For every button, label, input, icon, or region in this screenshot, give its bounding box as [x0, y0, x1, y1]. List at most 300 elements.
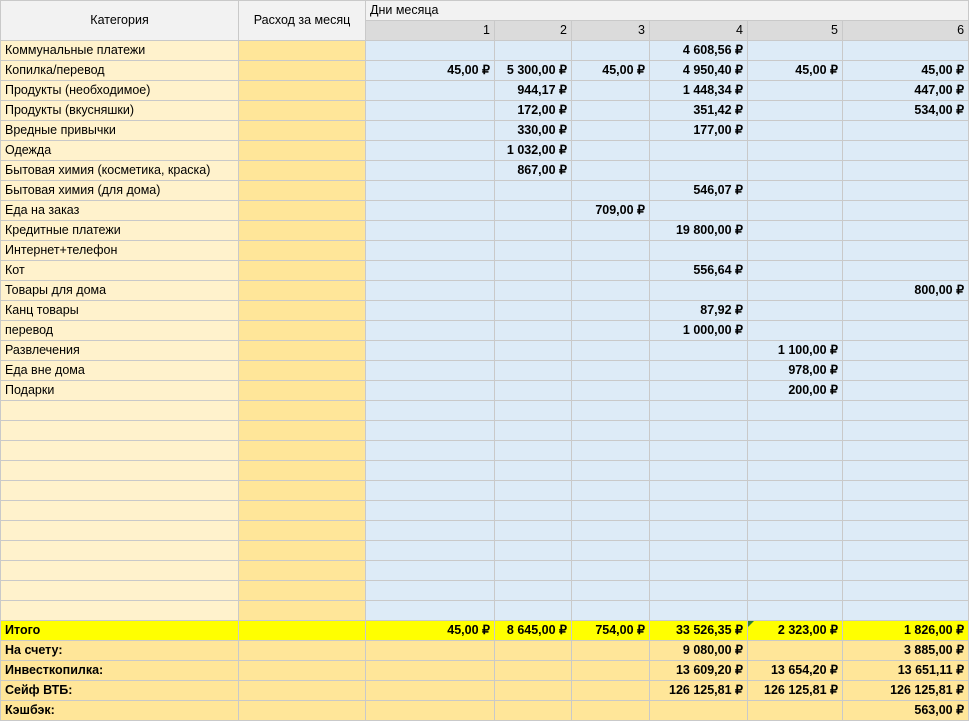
header-row	[1, 1, 969, 21]
day-value-cell[interactable]: 5 300,00 ₽	[495, 61, 572, 81]
day-value-cell[interactable]	[572, 421, 650, 441]
category-row	[1, 541, 969, 561]
day-value-cell[interactable]	[650, 601, 748, 621]
day-value-cell[interactable]	[572, 301, 650, 321]
day-value-cell[interactable]	[843, 401, 969, 421]
total-day-cell[interactable]: 754,00 ₽	[572, 621, 650, 641]
day-value-cell[interactable]	[572, 401, 650, 421]
category-cell[interactable]	[1, 521, 239, 541]
monthly-expense-cell[interactable]	[239, 601, 366, 621]
day-value-cell[interactable]	[748, 601, 843, 621]
day-value-cell[interactable]	[650, 201, 748, 221]
day-value-cell[interactable]	[366, 281, 495, 301]
day-value-cell[interactable]	[366, 101, 495, 121]
summary-day-cell[interactable]	[495, 661, 572, 681]
day-value-cell[interactable]	[366, 481, 495, 501]
day-value-cell[interactable]: 45,00 ₽	[843, 61, 969, 81]
category-row	[1, 581, 969, 601]
monthly-expense-cell[interactable]	[239, 241, 366, 261]
monthly-expense-cell[interactable]	[239, 121, 366, 141]
day-value-cell[interactable]	[748, 521, 843, 541]
day-value-cell[interactable]	[495, 181, 572, 201]
day-value-cell[interactable]	[495, 221, 572, 241]
day-number-cell[interactable]: 3	[572, 21, 650, 41]
day-value-cell[interactable]	[843, 241, 969, 261]
day-value-cell[interactable]	[366, 601, 495, 621]
category-cell[interactable]	[1, 421, 239, 441]
monthly-expense-cell[interactable]	[239, 181, 366, 201]
monthly-expense-cell[interactable]	[239, 221, 366, 241]
day-value-cell[interactable]	[366, 81, 495, 101]
category-cell[interactable]	[1, 561, 239, 581]
day-value-cell[interactable]	[572, 161, 650, 181]
category-cell[interactable]: Еда на заказ	[1, 201, 239, 221]
day-value-cell[interactable]	[748, 301, 843, 321]
day-value-cell[interactable]	[366, 521, 495, 541]
monthly-expense-cell[interactable]	[239, 61, 366, 81]
summary-day-cell[interactable]: 13 651,11 ₽	[843, 661, 969, 681]
category-cell[interactable]	[1, 401, 239, 421]
day-value-cell[interactable]	[572, 601, 650, 621]
summary-label[interactable]: Инвесткопилка:	[1, 661, 239, 681]
day-value-cell[interactable]: 800,00 ₽	[843, 281, 969, 301]
day-value-cell[interactable]	[650, 141, 748, 161]
day-value-cell[interactable]	[748, 221, 843, 241]
summary-label[interactable]: Сейф ВТБ:	[1, 681, 239, 701]
day-value-cell[interactable]	[366, 421, 495, 441]
category-cell[interactable]	[1, 461, 239, 481]
day-value-cell[interactable]	[366, 361, 495, 381]
day-value-cell[interactable]	[366, 161, 495, 181]
summary-day-cell[interactable]: 126 125,81 ₽	[650, 681, 748, 701]
category-cell[interactable]: Канц товары	[1, 301, 239, 321]
day-value-cell[interactable]	[843, 301, 969, 321]
total-label[interactable]: Итого	[1, 621, 239, 641]
header-category[interactable]: Категория	[1, 1, 239, 41]
day-value-cell[interactable]: 1 448,34 ₽	[650, 81, 748, 101]
monthly-expense-cell[interactable]	[239, 501, 366, 521]
monthly-expense-cell[interactable]	[239, 101, 366, 121]
day-value-cell[interactable]	[495, 321, 572, 341]
total-day-cell[interactable]: 33 526,35 ₽	[650, 621, 748, 641]
monthly-expense-cell[interactable]	[239, 481, 366, 501]
day-value-cell[interactable]	[748, 401, 843, 421]
summary-expense-cell[interactable]	[239, 661, 366, 681]
day-value-cell[interactable]	[572, 181, 650, 201]
category-cell[interactable]: Бытовая химия (для дома)	[1, 181, 239, 201]
day-value-cell[interactable]	[748, 541, 843, 561]
monthly-expense-cell[interactable]	[239, 381, 366, 401]
summary-label[interactable]: Кэшбэк:	[1, 701, 239, 721]
category-cell[interactable]	[1, 581, 239, 601]
day-value-cell[interactable]	[495, 241, 572, 261]
day-value-cell[interactable]	[748, 441, 843, 461]
day-value-cell[interactable]	[843, 341, 969, 361]
day-value-cell[interactable]	[650, 501, 748, 521]
category-row	[1, 141, 969, 161]
category-cell[interactable]: Товары для дома	[1, 281, 239, 301]
day-value-cell[interactable]	[843, 421, 969, 441]
category-cell[interactable]	[1, 441, 239, 461]
day-value-cell[interactable]	[748, 281, 843, 301]
day-value-cell[interactable]	[366, 321, 495, 341]
day-value-cell[interactable]	[572, 541, 650, 561]
day-value-cell[interactable]	[366, 541, 495, 561]
day-value-cell[interactable]	[366, 181, 495, 201]
day-value-cell[interactable]	[843, 441, 969, 461]
category-row	[1, 381, 969, 401]
day-value-cell[interactable]	[843, 201, 969, 221]
day-value-cell[interactable]	[366, 461, 495, 481]
category-row	[1, 321, 969, 341]
day-value-cell[interactable]: 19 800,00 ₽	[650, 221, 748, 241]
day-value-cell[interactable]	[495, 561, 572, 581]
day-value-cell[interactable]: 546,07 ₽	[650, 181, 748, 201]
day-value-cell[interactable]: 330,00 ₽	[495, 121, 572, 141]
day-value-cell[interactable]	[748, 561, 843, 581]
day-value-cell[interactable]	[572, 381, 650, 401]
summary-day-cell[interactable]	[366, 701, 495, 721]
day-value-cell[interactable]	[650, 561, 748, 581]
day-value-cell[interactable]	[572, 321, 650, 341]
monthly-expense-cell[interactable]	[239, 541, 366, 561]
day-value-cell[interactable]	[843, 501, 969, 521]
category-cell[interactable]: Коммунальные платежи	[1, 41, 239, 61]
day-value-cell[interactable]	[843, 461, 969, 481]
day-value-cell[interactable]	[572, 101, 650, 121]
day-value-cell[interactable]	[572, 141, 650, 161]
summary-day-cell[interactable]	[572, 661, 650, 681]
summary-day-cell[interactable]: 9 080,00 ₽	[650, 641, 748, 661]
day-value-cell[interactable]	[650, 421, 748, 441]
day-value-cell[interactable]: 978,00 ₽	[748, 361, 843, 381]
summary-row	[1, 661, 969, 681]
day-value-cell[interactable]	[572, 361, 650, 381]
category-row	[1, 181, 969, 201]
day-value-cell[interactable]	[843, 601, 969, 621]
category-cell[interactable]: Кот	[1, 261, 239, 281]
day-value-cell[interactable]: 351,42 ₽	[650, 101, 748, 121]
day-value-cell[interactable]	[495, 501, 572, 521]
day-value-cell[interactable]	[650, 361, 748, 381]
category-cell[interactable]: Копилка/перевод	[1, 61, 239, 81]
day-value-cell[interactable]	[748, 161, 843, 181]
monthly-expense-cell[interactable]	[239, 201, 366, 221]
summary-day-cell[interactable]: 563,00 ₽	[843, 701, 969, 721]
day-value-cell[interactable]	[748, 181, 843, 201]
summary-expense-cell[interactable]	[239, 701, 366, 721]
day-value-cell[interactable]	[843, 121, 969, 141]
day-value-cell[interactable]	[843, 541, 969, 561]
day-value-cell[interactable]	[495, 261, 572, 281]
category-cell[interactable]	[1, 601, 239, 621]
day-number-cell[interactable]: 6	[843, 21, 969, 41]
day-value-cell[interactable]	[495, 341, 572, 361]
day-value-cell[interactable]	[748, 201, 843, 221]
day-value-cell[interactable]	[366, 221, 495, 241]
total-day-cell[interactable]: 2 323,00 ₽	[748, 621, 843, 641]
day-value-cell[interactable]	[843, 561, 969, 581]
category-cell[interactable]: Развлечения	[1, 341, 239, 361]
summary-day-cell[interactable]	[366, 681, 495, 701]
day-value-cell[interactable]	[572, 481, 650, 501]
day-value-cell[interactable]: 556,64 ₽	[650, 261, 748, 281]
summary-day-cell[interactable]	[748, 701, 843, 721]
day-value-cell[interactable]	[572, 241, 650, 261]
day-value-cell[interactable]	[748, 501, 843, 521]
day-value-cell[interactable]	[843, 221, 969, 241]
header-days[interactable]: Дни месяца	[366, 1, 969, 21]
day-value-cell[interactable]: 45,00 ₽	[366, 61, 495, 81]
summary-day-cell[interactable]: 13 654,20 ₽	[748, 661, 843, 681]
day-value-cell[interactable]	[572, 461, 650, 481]
day-value-cell[interactable]: 709,00 ₽	[572, 201, 650, 221]
category-cell[interactable]	[1, 501, 239, 521]
header-monthly-expense[interactable]: Расход за месяц	[239, 1, 366, 41]
day-value-cell[interactable]	[748, 121, 843, 141]
day-value-cell[interactable]	[650, 441, 748, 461]
day-value-cell[interactable]	[495, 41, 572, 61]
day-value-cell[interactable]	[572, 261, 650, 281]
category-cell[interactable]: Подарки	[1, 381, 239, 401]
summary-day-cell[interactable]: 3 885,00 ₽	[843, 641, 969, 661]
category-row	[1, 101, 969, 121]
day-value-cell[interactable]: 447,00 ₽	[843, 81, 969, 101]
day-value-cell[interactable]	[572, 41, 650, 61]
category-cell[interactable]	[1, 481, 239, 501]
day-value-cell[interactable]	[748, 481, 843, 501]
monthly-expense-cell[interactable]	[239, 561, 366, 581]
day-value-cell[interactable]	[748, 41, 843, 61]
day-value-cell[interactable]	[495, 381, 572, 401]
day-value-cell[interactable]	[366, 401, 495, 421]
monthly-expense-cell[interactable]	[239, 521, 366, 541]
monthly-expense-cell[interactable]	[239, 281, 366, 301]
day-value-cell[interactable]	[843, 361, 969, 381]
summary-row	[1, 681, 969, 701]
category-cell[interactable]: Продукты (необходимое)	[1, 81, 239, 101]
total-expense-cell[interactable]	[239, 621, 366, 641]
category-row	[1, 301, 969, 321]
day-number-cell[interactable]: 4	[650, 21, 748, 41]
total-day-cell[interactable]: 1 826,00 ₽	[843, 621, 969, 641]
day-value-cell[interactable]	[748, 81, 843, 101]
day-value-cell[interactable]	[495, 481, 572, 501]
day-value-cell[interactable]	[366, 301, 495, 321]
total-day-cell[interactable]: 8 645,00 ₽	[495, 621, 572, 641]
day-value-cell[interactable]	[366, 141, 495, 161]
day-value-cell[interactable]: 172,00 ₽	[495, 101, 572, 121]
category-row	[1, 341, 969, 361]
day-value-cell[interactable]	[650, 281, 748, 301]
monthly-expense-cell[interactable]	[239, 581, 366, 601]
day-value-cell[interactable]	[572, 281, 650, 301]
monthly-expense-cell[interactable]	[239, 421, 366, 441]
day-value-cell[interactable]	[650, 461, 748, 481]
category-row	[1, 281, 969, 301]
category-row	[1, 361, 969, 381]
day-value-cell[interactable]	[843, 481, 969, 501]
day-value-cell[interactable]	[748, 421, 843, 441]
day-value-cell[interactable]: 200,00 ₽	[748, 381, 843, 401]
day-value-cell[interactable]: 45,00 ₽	[572, 61, 650, 81]
summary-expense-cell[interactable]	[239, 681, 366, 701]
day-value-cell[interactable]	[366, 501, 495, 521]
day-value-cell[interactable]	[748, 261, 843, 281]
monthly-expense-cell[interactable]	[239, 261, 366, 281]
day-value-cell[interactable]	[748, 321, 843, 341]
day-value-cell[interactable]	[650, 341, 748, 361]
day-value-cell[interactable]	[495, 361, 572, 381]
day-value-cell[interactable]	[495, 301, 572, 321]
day-value-cell[interactable]	[748, 101, 843, 121]
day-value-cell[interactable]	[843, 521, 969, 541]
monthly-expense-cell[interactable]	[239, 341, 366, 361]
day-value-cell[interactable]	[366, 241, 495, 261]
summary-day-cell[interactable]	[572, 701, 650, 721]
summary-day-cell[interactable]	[366, 661, 495, 681]
day-value-cell[interactable]: 4 950,40 ₽	[650, 61, 748, 81]
day-value-cell[interactable]	[650, 521, 748, 541]
day-value-cell[interactable]	[495, 421, 572, 441]
category-cell[interactable]: перевод	[1, 321, 239, 341]
day-value-cell[interactable]	[650, 481, 748, 501]
day-value-cell[interactable]	[843, 581, 969, 601]
day-value-cell[interactable]	[495, 401, 572, 421]
day-value-cell[interactable]	[748, 461, 843, 481]
day-value-cell[interactable]	[366, 261, 495, 281]
day-value-cell[interactable]	[650, 581, 748, 601]
day-value-cell[interactable]	[366, 441, 495, 461]
day-value-cell[interactable]	[495, 441, 572, 461]
day-value-cell[interactable]	[843, 181, 969, 201]
monthly-expense-cell[interactable]	[239, 301, 366, 321]
day-value-cell[interactable]	[843, 161, 969, 181]
day-value-cell[interactable]	[843, 141, 969, 161]
monthly-expense-cell[interactable]	[239, 361, 366, 381]
summary-day-cell[interactable]	[495, 681, 572, 701]
day-value-cell[interactable]	[366, 341, 495, 361]
day-value-cell[interactable]	[495, 521, 572, 541]
day-value-cell[interactable]	[843, 261, 969, 281]
total-day-cell[interactable]: 45,00 ₽	[366, 621, 495, 641]
monthly-expense-cell[interactable]	[239, 81, 366, 101]
day-value-cell[interactable]: 45,00 ₽	[748, 61, 843, 81]
monthly-expense-cell[interactable]	[239, 41, 366, 61]
day-value-cell[interactable]	[366, 561, 495, 581]
day-value-cell[interactable]: 177,00 ₽	[650, 121, 748, 141]
day-value-cell[interactable]: 1 000,00 ₽	[650, 321, 748, 341]
day-value-cell[interactable]	[572, 501, 650, 521]
day-value-cell[interactable]	[650, 541, 748, 561]
monthly-expense-cell[interactable]	[239, 401, 366, 421]
day-value-cell[interactable]	[650, 381, 748, 401]
category-row	[1, 161, 969, 181]
summary-day-cell[interactable]	[495, 701, 572, 721]
day-value-cell[interactable]	[495, 281, 572, 301]
category-cell[interactable]	[1, 541, 239, 561]
day-value-cell[interactable]	[495, 581, 572, 601]
monthly-expense-cell[interactable]	[239, 461, 366, 481]
summary-day-cell[interactable]	[366, 641, 495, 661]
day-value-cell[interactable]	[572, 81, 650, 101]
day-value-cell[interactable]: 534,00 ₽	[843, 101, 969, 121]
day-value-cell[interactable]	[366, 581, 495, 601]
day-value-cell[interactable]	[650, 161, 748, 181]
summary-day-cell[interactable]: 13 609,20 ₽	[650, 661, 748, 681]
monthly-expense-cell[interactable]	[239, 321, 366, 341]
day-value-cell[interactable]	[495, 201, 572, 221]
day-number-cell[interactable]: 1	[366, 21, 495, 41]
category-cell[interactable]: Одежда	[1, 141, 239, 161]
day-value-cell[interactable]	[495, 601, 572, 621]
day-value-cell[interactable]	[843, 321, 969, 341]
summary-expense-cell[interactable]	[239, 641, 366, 661]
summary-day-cell[interactable]	[495, 641, 572, 661]
summary-day-cell[interactable]: 126 125,81 ₽	[748, 681, 843, 701]
monthly-expense-cell[interactable]	[239, 141, 366, 161]
day-value-cell[interactable]	[572, 521, 650, 541]
day-value-cell[interactable]	[572, 221, 650, 241]
category-cell[interactable]: Вредные привычки	[1, 121, 239, 141]
day-value-cell[interactable]	[366, 41, 495, 61]
category-cell[interactable]: Кредитные платежи	[1, 221, 239, 241]
day-number-cell[interactable]: 2	[495, 21, 572, 41]
summary-day-cell[interactable]	[748, 641, 843, 661]
category-row	[1, 61, 969, 81]
day-value-cell[interactable]	[495, 461, 572, 481]
day-value-cell[interactable]	[843, 381, 969, 401]
day-value-cell[interactable]: 1 100,00 ₽	[748, 341, 843, 361]
day-value-cell[interactable]: 867,00 ₽	[495, 161, 572, 181]
day-value-cell[interactable]	[572, 121, 650, 141]
day-value-cell[interactable]	[748, 141, 843, 161]
category-cell[interactable]: Продукты (вкусняшки)	[1, 101, 239, 121]
monthly-expense-cell[interactable]	[239, 441, 366, 461]
day-value-cell[interactable]	[650, 401, 748, 421]
day-value-cell[interactable]	[366, 201, 495, 221]
day-value-cell[interactable]	[843, 41, 969, 61]
category-cell[interactable]: Бытовая химия (косметика, краска)	[1, 161, 239, 181]
day-value-cell[interactable]: 87,92 ₽	[650, 301, 748, 321]
summary-day-cell[interactable]	[650, 701, 748, 721]
day-value-cell[interactable]	[748, 241, 843, 261]
category-cell[interactable]: Еда вне дома	[1, 361, 239, 381]
day-number-cell[interactable]: 5	[748, 21, 843, 41]
day-value-cell[interactable]	[495, 541, 572, 561]
day-value-cell[interactable]	[366, 381, 495, 401]
day-value-cell[interactable]	[366, 121, 495, 141]
summary-day-cell[interactable]	[572, 681, 650, 701]
day-value-cell[interactable]: 1 032,00 ₽	[495, 141, 572, 161]
monthly-expense-cell[interactable]	[239, 161, 366, 181]
category-row	[1, 461, 969, 481]
day-value-cell[interactable]	[650, 241, 748, 261]
day-value-cell[interactable]	[572, 561, 650, 581]
category-row	[1, 601, 969, 621]
day-value-cell[interactable]	[572, 581, 650, 601]
summary-day-cell[interactable]: 126 125,81 ₽	[843, 681, 969, 701]
day-value-cell[interactable]	[748, 581, 843, 601]
category-cell[interactable]: Интернет+телефон	[1, 241, 239, 261]
day-value-cell[interactable]: 4 608,56 ₽	[650, 41, 748, 61]
category-row	[1, 121, 969, 141]
summary-day-cell[interactable]	[572, 641, 650, 661]
summary-label[interactable]: На счету:	[1, 641, 239, 661]
day-value-cell[interactable]: 944,17 ₽	[495, 81, 572, 101]
day-value-cell[interactable]	[572, 341, 650, 361]
day-value-cell[interactable]	[572, 441, 650, 461]
